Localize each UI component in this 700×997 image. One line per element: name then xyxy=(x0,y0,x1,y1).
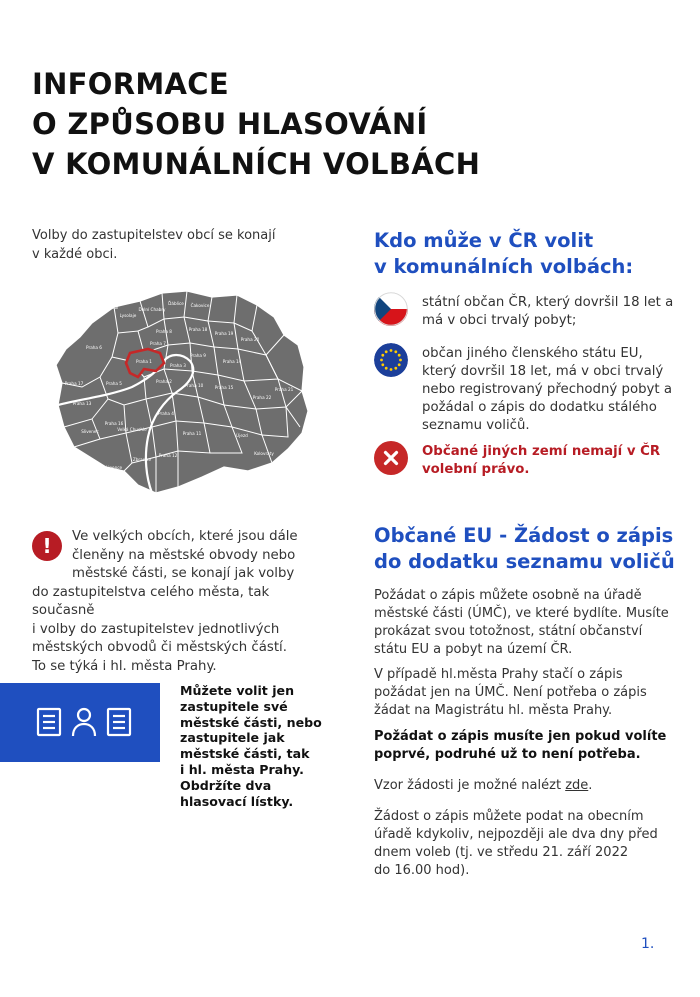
who-line: seznamu voličů. xyxy=(422,418,530,433)
who-line: občan jiného členského státu EU, xyxy=(422,346,643,361)
eu-line: do 16.00 hod). xyxy=(374,863,470,878)
intro-text xyxy=(32,226,302,264)
ballot-note-line: hlasovací lístky. xyxy=(180,793,294,809)
eu-line: Žádost o zápis můžete podat na obecním xyxy=(374,809,644,824)
who-can-vote-heading xyxy=(374,228,674,280)
eu-line: Požádat o zápis musíte jen pokud volíte xyxy=(374,729,667,744)
ballot-note xyxy=(180,683,340,809)
map-label: Praha 7 xyxy=(150,341,166,346)
ballot-note-line: i hl. města Prahy. xyxy=(180,761,304,777)
map-label: Kolovraty xyxy=(254,451,274,456)
map-label: Praha 15 xyxy=(214,385,234,390)
who-line: nebo registrovaný přechodný pobyt a xyxy=(422,382,672,397)
warning-line: městských obvodů či městských částí. xyxy=(32,640,287,655)
map-label: Zbraslav xyxy=(132,457,152,462)
ballot-note-line: městské části, nebo xyxy=(180,714,322,730)
warning-line: Ve velkých obcích, které jsou dále xyxy=(72,529,298,544)
map-label: Praha 8 xyxy=(156,329,172,334)
ballot-person-ballot-icon xyxy=(36,706,132,738)
eu-line: . xyxy=(588,778,593,793)
who-line: volební právo. xyxy=(422,462,530,477)
map-label: Praha 13 xyxy=(72,401,92,406)
eu-line: poprvé, podruhé už to není potřeba. xyxy=(374,747,641,762)
exclamation-icon: ! xyxy=(32,531,62,561)
czech-flag-icon xyxy=(374,292,408,326)
eu-paragraph-5 xyxy=(374,808,674,880)
heading-line: Kdo může v ČR volit xyxy=(374,229,594,252)
map-label: Praha 5 xyxy=(106,381,122,386)
map-label: Praha 2 xyxy=(156,379,172,384)
map-label: Velká Chuchle xyxy=(117,427,147,432)
eu-line: požádat jen na ÚMČ. Není potřeba o zápis xyxy=(374,685,647,700)
eu-line: Vzor žádosti je možné nalézt xyxy=(374,778,566,793)
map-label: Lipence xyxy=(105,465,123,470)
map-label: Suchdol xyxy=(101,305,119,310)
map-label: Praha 6 xyxy=(86,345,102,350)
who-line: má v obci trvalý pobyt; xyxy=(422,313,577,328)
map-label: Praha 16 xyxy=(104,421,124,426)
title-line: V KOMUNÁLNÍCH VOLBÁCH xyxy=(32,147,481,181)
map-label: Praha 12 xyxy=(158,453,178,458)
heading-line: do dodatku seznamu voličů xyxy=(374,550,675,573)
map-label: Praha 4 xyxy=(158,411,174,416)
ballot-note-line: Obdržíte dva xyxy=(180,777,272,793)
eu-line: dnem voleb (tj. ve středu 21. září 2022 xyxy=(374,845,629,860)
map-label: Praha 17 xyxy=(64,381,84,386)
eu-line: V případě hl.města Prahy stačí o zápis xyxy=(374,667,623,682)
map-label: Dolní Chabry xyxy=(138,307,166,312)
close-icon xyxy=(374,441,408,475)
warning-paragraph xyxy=(32,528,332,676)
ballot-note-line: zastupitele jak xyxy=(180,730,285,746)
map-label: Praha 14 xyxy=(222,359,242,364)
intro-line: Volby do zastupitelstev obcí se konají xyxy=(32,228,276,243)
eu-paragraph-4 xyxy=(374,777,674,795)
map-label: Praha 22 xyxy=(252,395,272,400)
map-label: Újezd xyxy=(236,433,248,438)
ballot-icon-box xyxy=(0,683,160,762)
who-line: který dovršil 18 let, má v obci trvalý xyxy=(422,364,664,379)
page-number: 1. xyxy=(641,936,655,952)
eu-line: městské části (ÚMČ), ve které bydlíte. Musíte xyxy=(374,606,669,621)
map-label: Praha 21 xyxy=(274,387,294,392)
eu-line: žádat na Magistrátu hl. města Prahy. xyxy=(374,703,613,718)
heading-line: v komunálních volbách: xyxy=(374,255,634,278)
eu-line: prokázat svou totožnost, státní občanství xyxy=(374,624,643,639)
map-label: Slivenec xyxy=(81,429,99,434)
eu-paragraph-1 xyxy=(374,587,674,659)
ballot-note-line: zastupitele své xyxy=(180,698,288,714)
map-label: Praha 9 xyxy=(190,353,206,358)
ballot-note-line: Můžete volit jen xyxy=(180,683,295,698)
who-line: státní občan ČR, který dovršil 18 let a xyxy=(422,295,674,310)
prague-map xyxy=(52,287,310,497)
eu-line: státu EU a pobyt na území ČR. xyxy=(374,642,573,657)
map-label: Praha 19 xyxy=(214,331,234,336)
warning-line: městské části, se konají jak volby xyxy=(72,566,295,581)
title-line: INFORMACE xyxy=(32,67,229,101)
intro-line: v každé obci. xyxy=(32,247,118,262)
title-line: O ZPŮSOBU HLASOVÁNÍ xyxy=(32,107,428,141)
map-label: Čakovice xyxy=(190,303,210,308)
page-title xyxy=(32,64,480,184)
ballot-note-line: městské části, tak xyxy=(180,746,310,762)
map-outline xyxy=(56,291,308,493)
eu-line: Požádat o zápis můžete osobně na úřadě xyxy=(374,588,642,603)
form-template-link[interactable]: zde xyxy=(565,778,589,793)
map-label: Praha 18 xyxy=(188,327,208,332)
who-line: Občané jiných zemí nemají v ČR xyxy=(422,444,661,459)
eu-paragraph-2 xyxy=(374,666,674,720)
warning-line: členěny na městské obvody nebo xyxy=(72,547,296,563)
eu-paragraph-3 xyxy=(374,728,674,764)
map-label: Praha 1 xyxy=(136,359,152,364)
map-label: Praha 11 xyxy=(182,431,202,436)
map-label: Praha 10 xyxy=(184,383,204,388)
warning-line: do zastupitelstva celého města, tak současně xyxy=(32,584,270,618)
who-line: požádal o zápis do dodatku stálého xyxy=(422,400,657,415)
map-label: Lysolaje xyxy=(119,313,137,318)
map-label: Praha 20 xyxy=(240,337,260,342)
eu-flag-icon xyxy=(374,343,408,377)
eu-citizens-heading xyxy=(374,523,684,575)
map-label: Ďáblice xyxy=(168,301,184,306)
warning-line: To se týká i hl. města Prahy. xyxy=(32,658,217,674)
heading-line: Občané EU - Žádost o zápis xyxy=(374,524,674,547)
warning-line: i volby do zastupitelstev jednotlivých xyxy=(32,621,280,637)
eu-line: úřadě kdykoliv, nejpozději ale dva dny před xyxy=(374,827,658,842)
map-label: Praha 3 xyxy=(170,363,186,368)
